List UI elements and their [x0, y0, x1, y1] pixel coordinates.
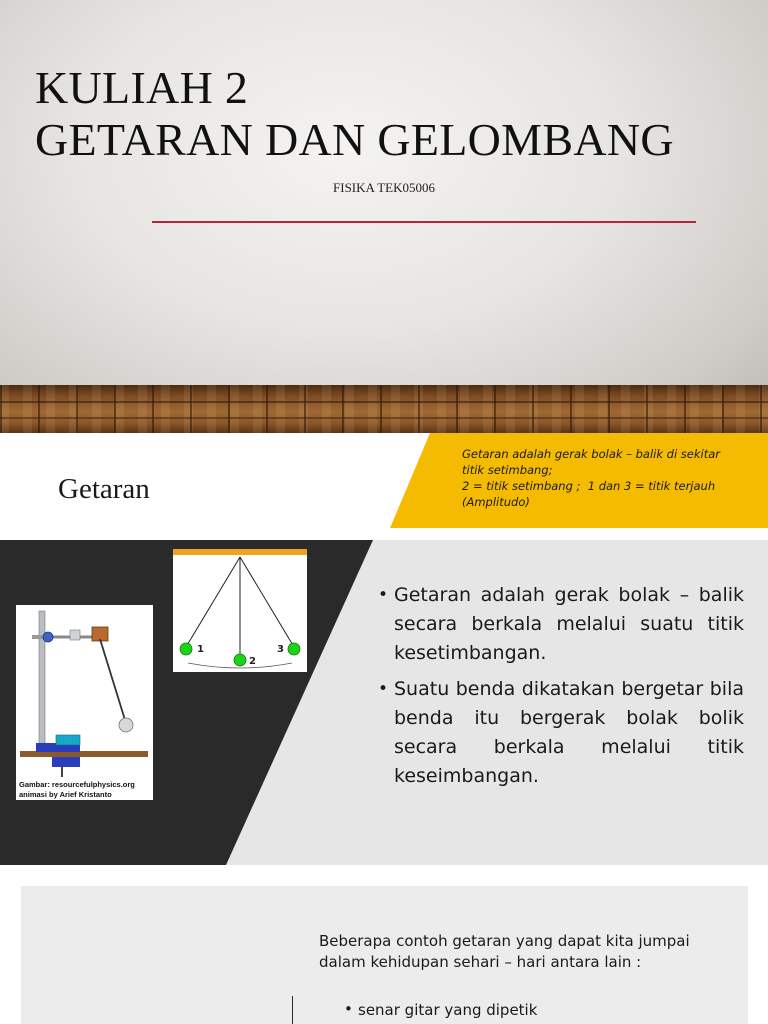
figure-caption-line-1: Gambar: resourcefulphysics.org — [19, 780, 135, 789]
examples-slide — [0, 865, 768, 1024]
callout-line-4: (Amplitudo) — [462, 495, 530, 509]
pendulum-string-right — [240, 557, 294, 647]
getaran-slide — [0, 433, 768, 865]
section-title: Getaran — [58, 473, 150, 505]
title-divider — [152, 221, 696, 223]
slide-title-line-1: KULIAH 2 — [35, 62, 249, 113]
spring-figure — [16, 605, 153, 800]
label-1: 1 — [197, 644, 204, 655]
stand-diagram — [16, 605, 153, 800]
bob-position-2 — [234, 654, 246, 666]
wood-floor-decoration — [0, 385, 768, 433]
vertical-divider — [292, 996, 293, 1024]
pendulum-string-left — [186, 557, 240, 647]
callout-line-3: 2 = titik setimbang ; 1 dan 3 = titik terjauh — [462, 479, 716, 493]
label-3: 3 — [277, 644, 284, 655]
examples-list — [344, 1000, 537, 1021]
pendulum-diagram — [173, 549, 307, 672]
stand-pole — [39, 611, 45, 751]
pendulum-figure — [173, 549, 307, 672]
callout-line-1: Getaran adalah gerak bolak – balik di sekitar — [462, 447, 721, 461]
bullet-item: • Suatu benda dikatakan bergetar bila benda itu bergerak bolak bolik secara berkala melalui titik keseimbangan. — [378, 675, 744, 791]
definition-bullets — [378, 581, 744, 798]
bob-position-3 — [288, 643, 300, 655]
callout-line-2: titik setimbang; — [462, 463, 553, 477]
clamp-block — [70, 630, 80, 640]
pivot-block — [92, 627, 108, 641]
bob-position-1 — [180, 643, 192, 655]
slide-title-line-2: GETARAN DAN GELOMBANG — [35, 114, 674, 165]
callout-text — [462, 446, 742, 510]
figure-caption-line-2: animasi by Arief Kristanto — [19, 790, 112, 799]
slide-subtitle: FISIKA TEK05006 — [333, 180, 435, 195]
base-clamp-bottom — [52, 757, 80, 767]
clamp-knob — [43, 632, 53, 642]
example-item: • senar gitar yang dipetik — [344, 1000, 537, 1021]
pendulum-rod — [100, 639, 125, 720]
pendulum-support-bar — [173, 549, 307, 555]
slide-title — [35, 62, 755, 166]
bullet-item: • Getaran adalah gerak bolak – balik secara berkala melalui suatu titik kesetimbangan. — [378, 581, 744, 668]
title-slide — [0, 0, 768, 433]
base-clamp-top — [56, 735, 80, 745]
examples-intro: Beberapa contoh getaran yang dapat kita jumpai dalam kehidupan sehari – hari antara lain : — [319, 932, 690, 971]
label-2: 2 — [249, 656, 256, 667]
pendulum-bob — [119, 718, 133, 732]
